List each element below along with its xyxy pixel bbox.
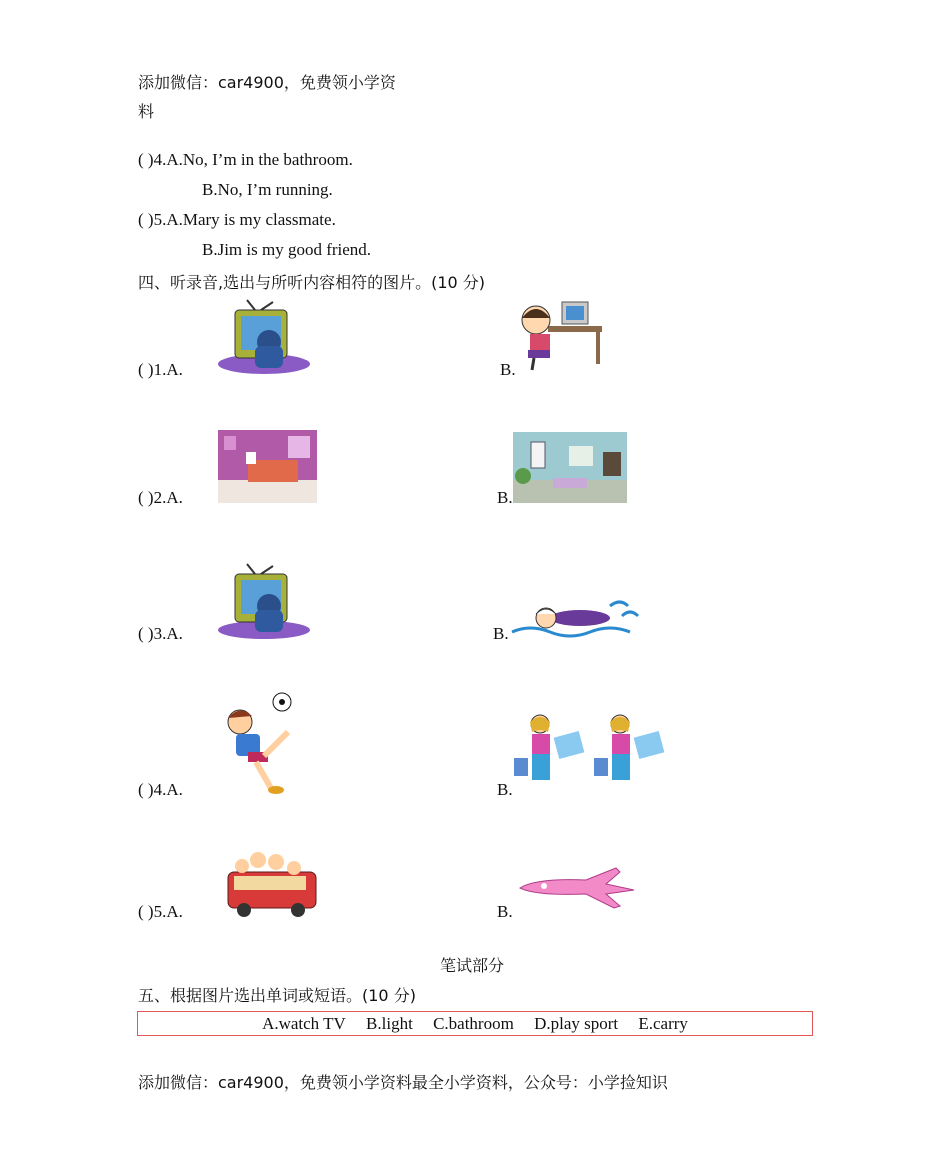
word-option: E.carry — [638, 1014, 688, 1033]
q4-option-a: ( )4.A.No, I’m in the bathroom. — [138, 150, 353, 169]
tv-watching-icon — [217, 298, 312, 376]
part5-title: 五、根据图片选出单词或短语。(10 分) — [138, 986, 416, 1005]
header-note-line1: 添加微信：car4900，免费领小学资 — [138, 73, 396, 92]
p4-row2-b: B. — [497, 488, 513, 507]
bedroom-picture — [218, 430, 317, 503]
p4-row4-b: B. — [497, 780, 513, 799]
word-option: B.light — [366, 1014, 413, 1033]
tv-watching-icon — [217, 562, 312, 640]
living-room-picture — [513, 432, 627, 503]
airplane-icon — [516, 860, 636, 910]
part4-title: 四、听录音,选出与所听内容相符的图片。(10 分) — [138, 273, 486, 292]
header-note-line2: 料 — [138, 102, 155, 121]
q4-option-b: B.No, I’m running. — [202, 180, 333, 199]
p4-row3-label: ( )3.A. — [138, 624, 183, 643]
computer-girl-icon — [514, 298, 604, 373]
p4-row4-label: ( )4.A. — [138, 780, 183, 799]
q5-option-b: B.Jim is my good friend. — [202, 240, 372, 259]
word-option: D.play sport — [534, 1014, 619, 1033]
p4-row5-b: B. — [497, 902, 513, 921]
written-section-heading: 笔试部分 — [440, 956, 505, 975]
word-bank-box — [137, 1011, 813, 1036]
footer-note: 添加微信：car4900，免费领小学资料最全小学资料，公众号：小学捡知识 — [138, 1073, 668, 1092]
p4-row1-label: ( )1.A. — [138, 360, 183, 379]
p4-row1-b: B. — [500, 360, 516, 379]
shopping-women-icon — [512, 712, 672, 796]
bus-family-icon — [220, 848, 320, 918]
football-boy-icon — [218, 692, 294, 796]
swimming-icon — [510, 596, 646, 640]
p4-row3-b: B. — [493, 624, 509, 643]
q5-option-a: ( )5.A.Mary is my classmate. — [138, 210, 336, 229]
word-option: C.bathroom — [433, 1014, 514, 1033]
word-option: A.watch TV — [262, 1014, 346, 1033]
p4-row5-label: ( )5.A. — [138, 902, 183, 921]
p4-row2-label: ( )2.A. — [138, 488, 183, 507]
